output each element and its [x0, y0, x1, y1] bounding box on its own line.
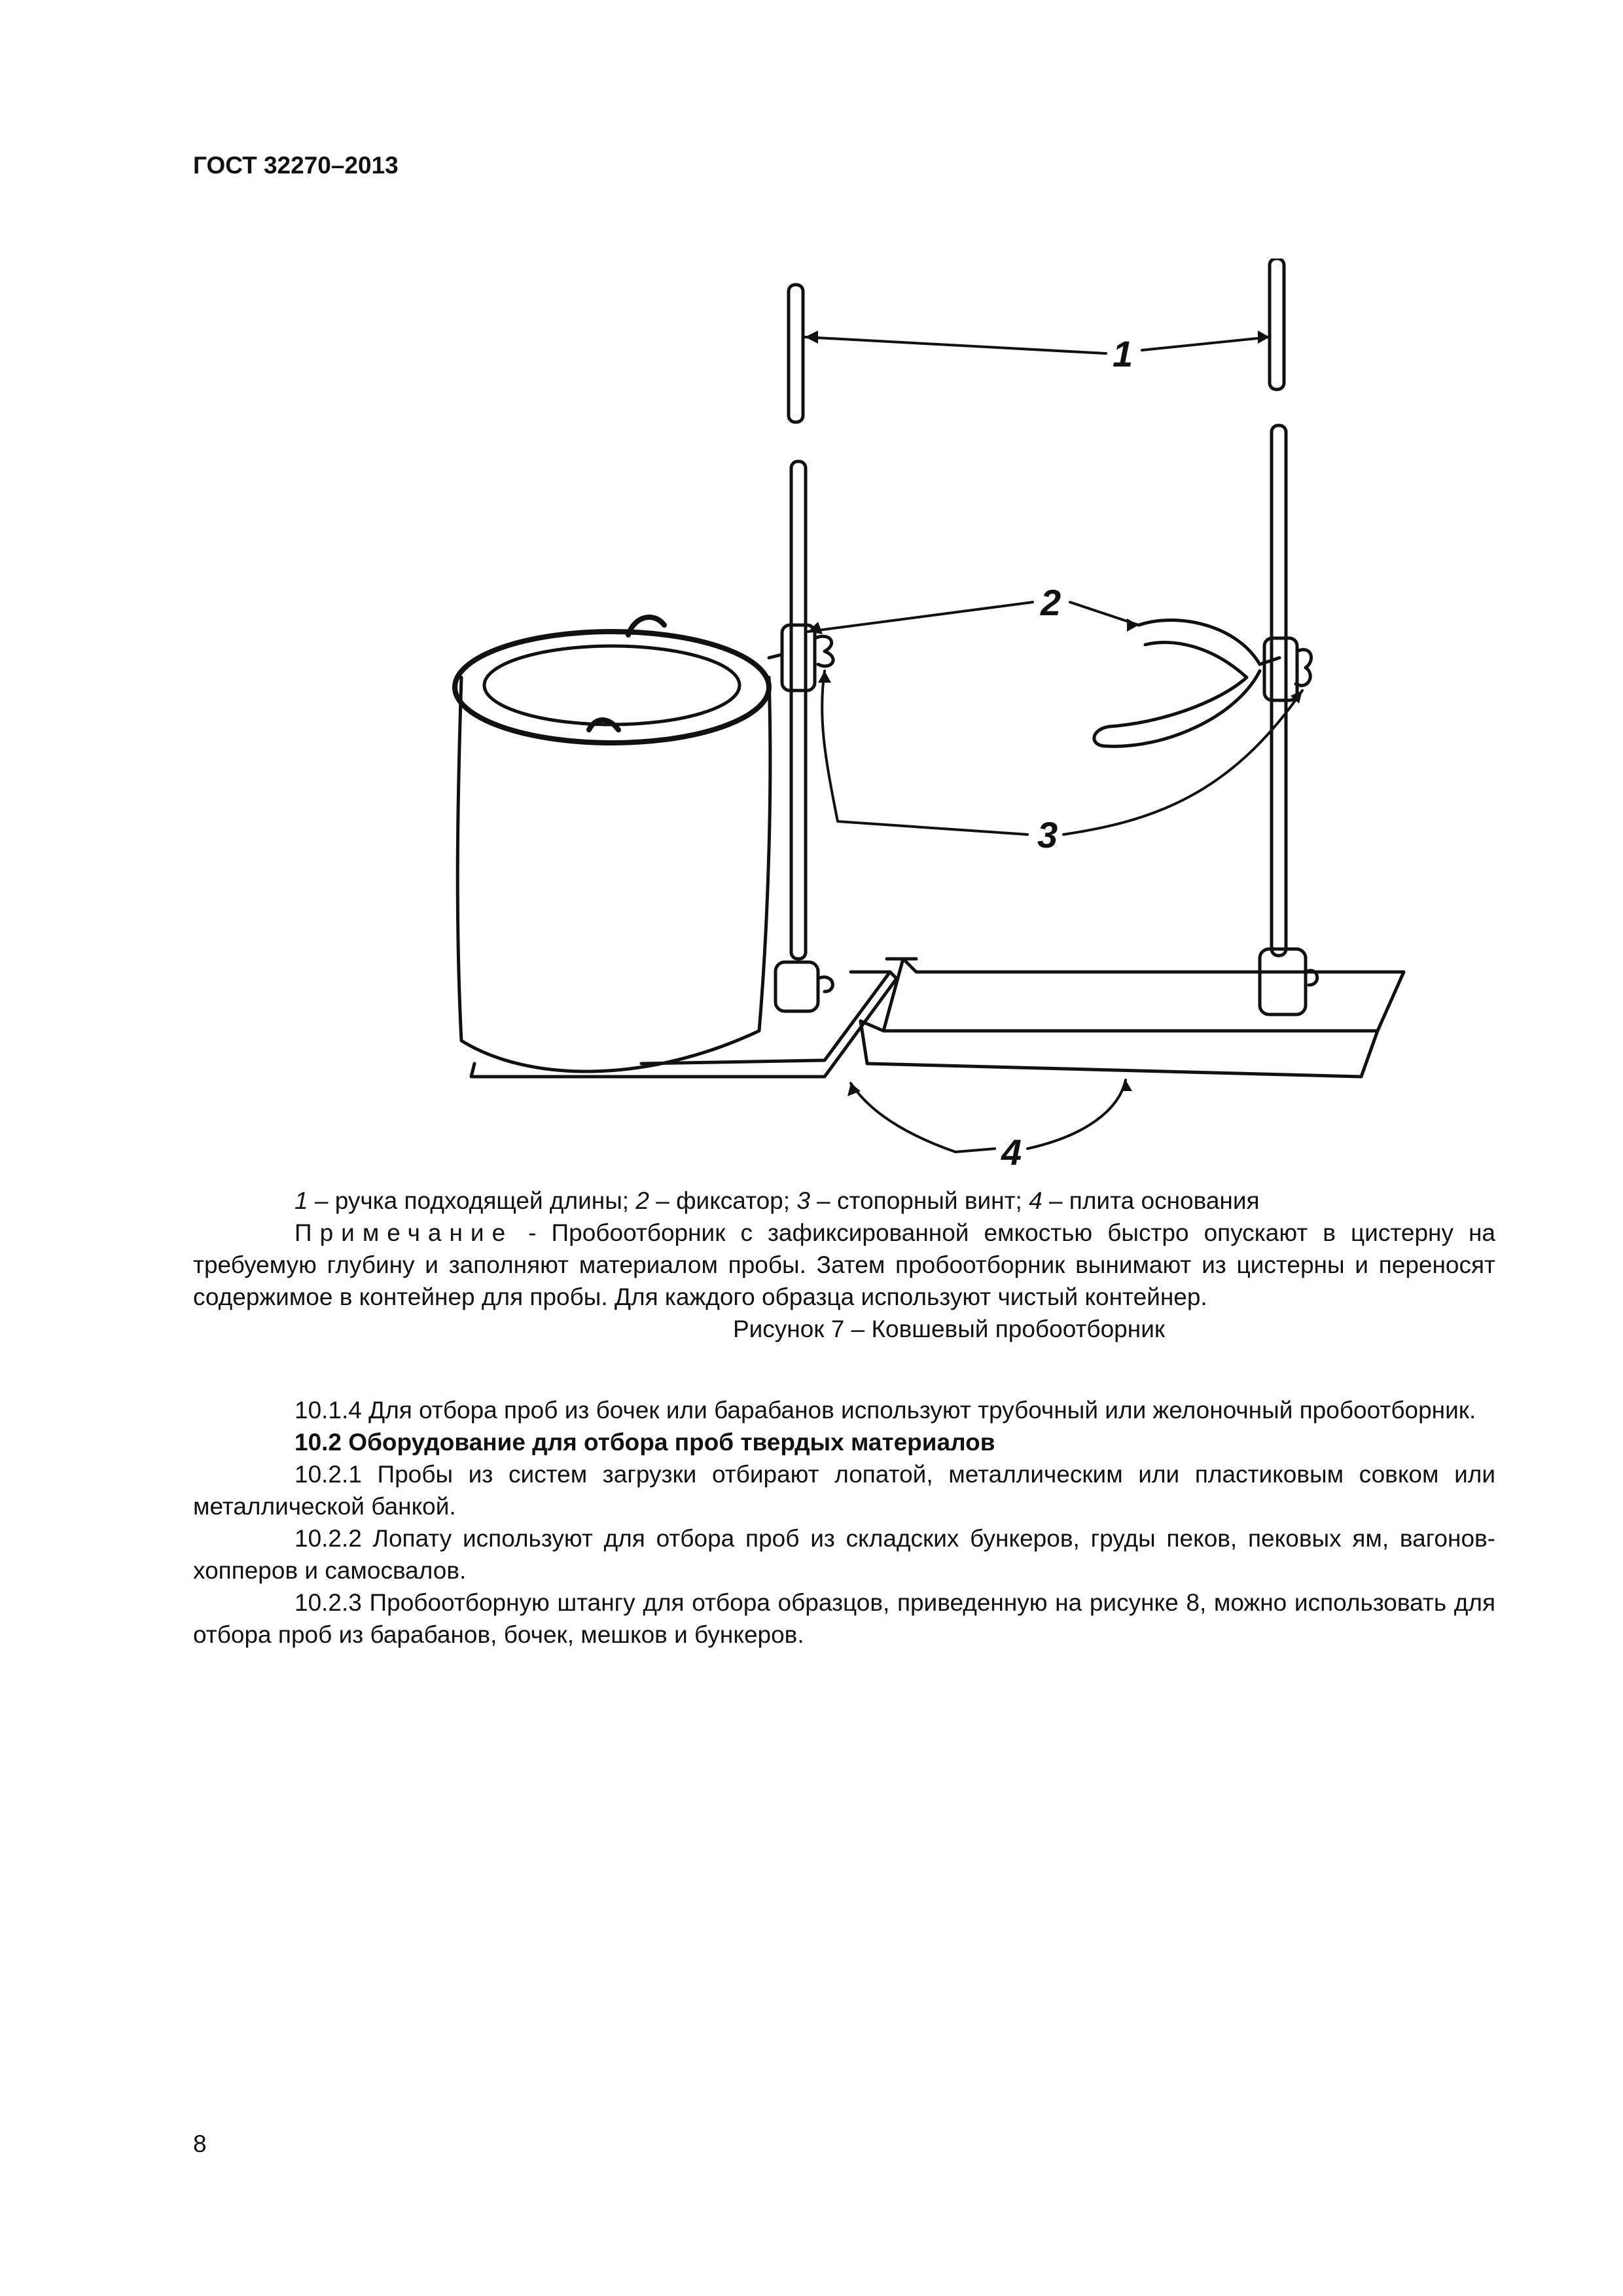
right-clamp	[1264, 638, 1297, 700]
legend-num-3: 3	[796, 1187, 810, 1214]
callout-4: 4	[1001, 1132, 1022, 1173]
note-text: - Пробоотборник с зафиксированной емкостью быстро опускают в цистерну на требуемую глубину и заполняют материалом пробы. Затем пробоотборник вынимают из цистерны и переносят содержимое в контейнер для пробы. Для каждого образца используют чистый контейнер.	[193, 1219, 1495, 1310]
paragraph-10-2-3: 10.2.3 Пробоотборную штангу для отбора образцов, приведенную на рисунке 8, можно использовать для отбора проб из барабанов, бочек, мешков и бункеров.	[193, 1589, 1495, 1648]
document-header: ГОСТ 32270–2013	[193, 152, 399, 179]
right-foot-block	[1260, 949, 1306, 1014]
page-number: 8	[193, 2130, 207, 2157]
callout-2: 2	[1041, 582, 1061, 623]
figure-7-drawing	[432, 259, 1433, 1175]
figure-caption	[193, 1185, 1495, 1345]
right-ring-fork	[1094, 620, 1279, 747]
legend-text-4: – плита основания	[1042, 1187, 1260, 1214]
right-handle-upper	[1270, 259, 1284, 389]
left-clamp	[782, 625, 815, 691]
legend-text-2: – фиксатор;	[649, 1187, 797, 1214]
legend-text-3: – стопорный винт;	[810, 1187, 1029, 1214]
figure-title: Рисунок 7 – Ковшевый пробоотборник	[732, 1316, 1166, 1342]
figure-legend	[193, 1185, 1495, 1217]
legend-text-1: – ручка подходящей длины;	[308, 1187, 636, 1214]
body-text	[193, 1394, 1495, 1651]
left-bucket-body	[457, 677, 770, 1071]
note-label: Примечание	[294, 1219, 514, 1246]
paragraph-10-2-1: 10.2.1 Пробы из систем загрузки отбирают лопатой, металлическим или пластиковым совком или металлической банкой.	[193, 1461, 1495, 1520]
callout-3: 3	[1037, 814, 1058, 855]
callout-1: 1	[1113, 333, 1133, 374]
left-foot-block	[776, 962, 818, 1011]
left-handle-upper	[789, 285, 803, 422]
figure-note	[193, 1217, 1495, 1313]
left-rod	[791, 461, 806, 959]
section-heading-10-2: 10.2 Оборудование для отбора проб твердых материалов	[294, 1429, 995, 1456]
legend-num-4: 4	[1029, 1187, 1043, 1214]
right-rod	[1272, 425, 1286, 956]
legend-num-2: 2	[635, 1187, 649, 1214]
ladle-sampler-illustration	[432, 259, 1433, 1175]
paragraph-10-2-2: 10.2.2 Лопату используют для отбора проб из складских бункеров, груды пеков, пековых ям, вагонов-хопперов и самосвалов.	[193, 1525, 1495, 1584]
right-base-plate	[883, 959, 1404, 1031]
legend-num-1: 1	[294, 1187, 308, 1214]
paragraph-10-1-4: 10.1.4 Для отбора проб из бочек или барабанов используют трубочный или желоночный пробоотборник.	[294, 1397, 1476, 1424]
